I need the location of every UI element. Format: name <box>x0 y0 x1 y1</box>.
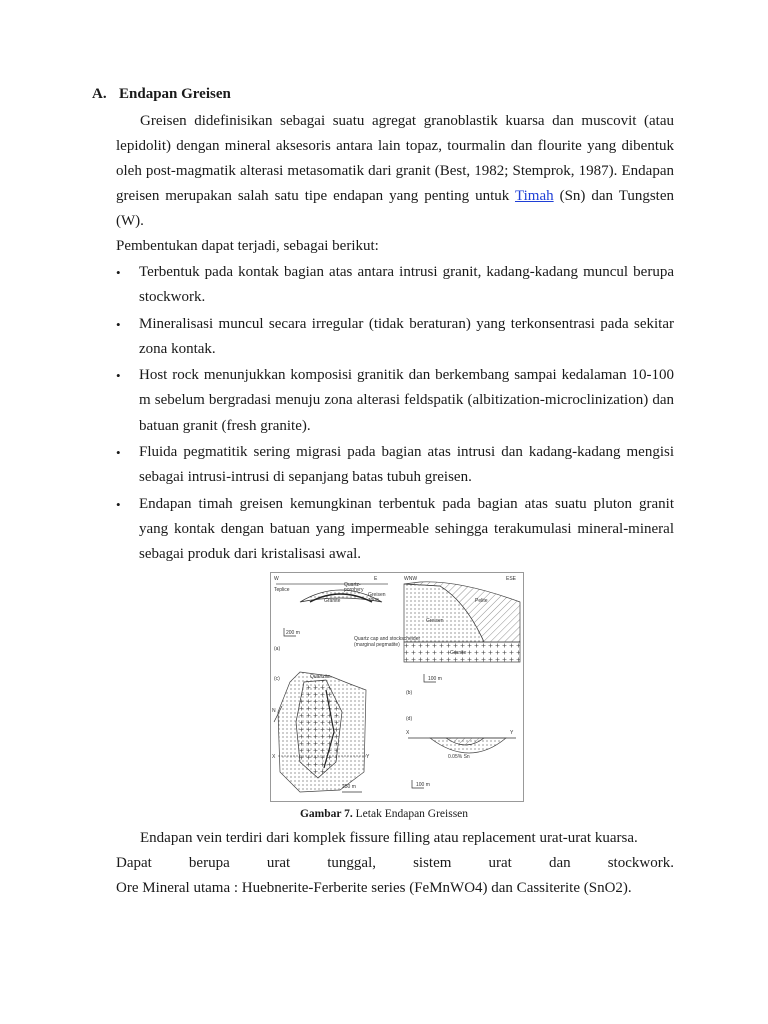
list-item-text: Fluida pegmatitik sering migrasi pada bagian atas intrusi dan kadang-kadang mengisi sebagai intrusi-intrusi di sepanjang batas tubuh greisen. <box>139 444 674 486</box>
label-quartzite: Quartzite <box>310 674 331 680</box>
vein-word: Dapat <box>116 855 152 871</box>
vein-word: sistem <box>413 855 452 871</box>
greisen-figure <box>270 572 524 802</box>
vein-paragraph <box>116 826 674 901</box>
label-granite-b: Granite <box>450 650 467 656</box>
label-greisen-b: Greisen <box>426 618 444 624</box>
label-sn-grade: 0.05% Sn <box>448 754 470 760</box>
panel-c <box>272 672 370 792</box>
label-scale-200: 200 m <box>286 630 300 636</box>
vein-word: dan <box>548 855 571 871</box>
caption-text: Letak Endapan Greissen <box>352 808 469 820</box>
greisen-diagram <box>270 572 524 802</box>
label-teplice: Teplice <box>274 587 290 593</box>
bullet-icon: • <box>116 265 121 280</box>
label-x-c: X <box>272 754 276 760</box>
label-north: N <box>272 708 276 714</box>
label-wnw: WNW <box>404 576 418 582</box>
label-panel-b: (b) <box>406 690 413 696</box>
label-scale-100-b: 100 m <box>428 676 442 682</box>
label-x-d: X <box>406 730 410 736</box>
intro-text-after-link: (Sn) dan Tungsten (W). <box>116 188 674 229</box>
list-item-text: Endapan timah greisen kemungkinan terbentuk pada bagian atas suatu pluton granit yang kontak dengan batuan yang impermeable sehingga terakumulasi mineral-mineral sebagai produk dari kristalisasi awal. <box>139 495 674 563</box>
list-item-text: Host rock menunjukkan komposisi granitik dan berkembang sampai kedalaman 10-100 m sebelum bergradasi menuju zona alterasi feldspatik (albitization-microclinization) dan batuan granit (fresh granite). <box>139 367 674 434</box>
vein-word: berupa <box>188 855 230 871</box>
label-panel-a: (a) <box>274 646 281 652</box>
label-greisen-zone-2: zone <box>368 597 379 603</box>
list-item-text: Mineralisasi muncul secara irregular (tidak beraturan) yang terkonsentrasi pada sekitar zona kontak. <box>139 315 674 357</box>
label-granite-a: Granite <box>324 598 341 604</box>
vein-line-3: Ore Mineral utama : Huebnerite-Ferberite series (FeMnWO4) dan Cassiterite (SnO2). <box>116 880 632 896</box>
caption-label: Gambar 7. <box>299 808 353 820</box>
intro-paragraph <box>116 109 674 234</box>
vein-word: urat <box>488 855 512 871</box>
label-w: W <box>274 576 279 582</box>
bullet-icon: • <box>116 368 121 384</box>
vein-word: tunggal, <box>327 855 376 871</box>
bullet-icon: • <box>116 445 121 461</box>
figure-caption <box>0 808 768 820</box>
label-scale-250: 250 m <box>342 784 356 790</box>
vein-line-2 <box>116 851 674 876</box>
label-panel-c: (c) <box>274 676 280 682</box>
bullet-icon: • <box>116 316 121 332</box>
section-title: Endapan Greisen <box>119 86 231 102</box>
label-quartz-cap-1: Quartz cap and stockscheider <box>354 636 421 642</box>
formation-bullet-list <box>116 260 674 569</box>
label-greisen-zone-1: Greisen <box>368 592 386 598</box>
list-item <box>116 440 674 491</box>
label-quartz: Quartz- <box>344 582 361 588</box>
list-item <box>116 363 674 439</box>
timah-link[interactable]: Timah <box>514 188 554 204</box>
label-e: E <box>374 576 378 582</box>
intro-text-before-link: Greisen didefinisikan sebagai suatu agregat granoblastik kuarsa dan muscovit (atau lepidolit) dengan mineral aksesoris antara lain topaz, tourmalin dan flourite yang dibentuk oleh post-magmatik alterasi metasomatik dari granit (Best, 1982; Stemprok, 1987). Endapan greisen merupakan salah satu tipe endapan yang penting untuk <box>116 113 674 204</box>
list-item <box>116 492 674 568</box>
section-heading <box>92 86 231 103</box>
vein-line-1: Endapan vein terdiri dari komplek fissure filling atau replacement urat-urat kuarsa. <box>140 830 638 846</box>
formation-intro: Pembentukan dapat terjadi, sebagai berikut: <box>116 238 379 254</box>
label-panel-d: (d) <box>406 716 413 722</box>
section-number: A. <box>92 86 107 102</box>
label-porphyry: porphyry <box>344 587 364 593</box>
label-quartz-cap-2: (marginal pegmatite) <box>354 642 400 648</box>
list-item <box>116 312 674 363</box>
label-pelite: Pelite <box>475 598 488 604</box>
bullet-icon: • <box>116 496 121 512</box>
label-y-c: Y <box>366 754 370 760</box>
label-ese: ESE <box>506 576 517 582</box>
list-item-text: Terbentuk pada kontak bagian atas antara intrusi granit, kadang-kadang muncul berupa stockwork. <box>139 264 674 306</box>
label-y-d: Y <box>510 730 514 736</box>
vein-word: urat <box>266 855 291 871</box>
vein-word: stockwork. <box>607 855 674 871</box>
label-scale-100-d: 100 m <box>416 782 430 788</box>
list-item <box>116 260 674 311</box>
